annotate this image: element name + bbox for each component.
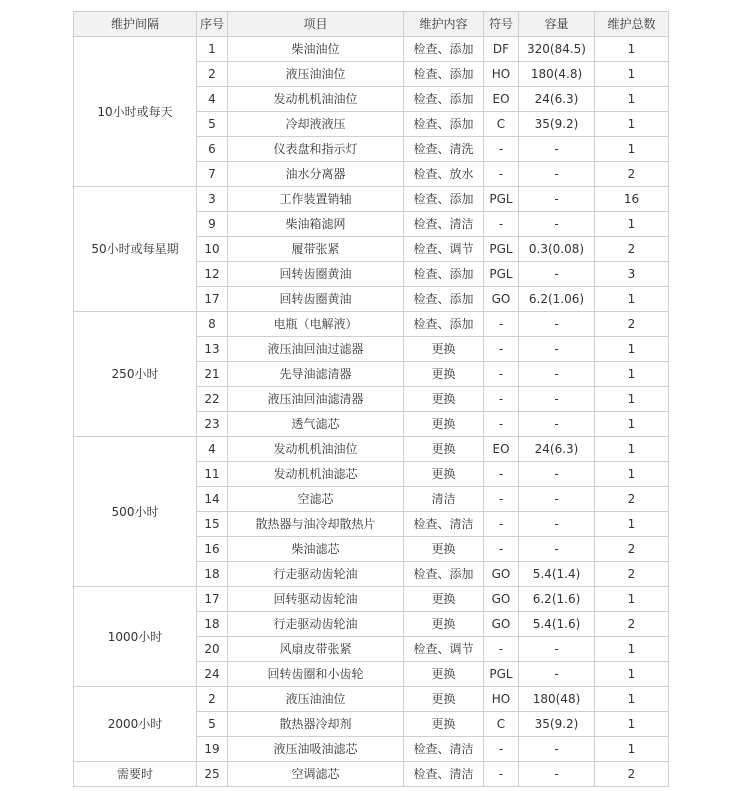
cell-symbol: EO: [484, 87, 519, 112]
cell-capacity: 6.2(1.6): [519, 587, 595, 612]
cell-interval: 250小时: [74, 312, 197, 437]
cell-action: 检查、清洁: [404, 212, 484, 237]
cell-no: 5: [197, 112, 228, 137]
table-row: [74, 762, 669, 787]
cell-no: 6: [197, 137, 228, 162]
cell-action: 更换: [404, 712, 484, 737]
cell-item: 回转齿圈和小齿轮: [228, 662, 404, 687]
cell-capacity: -: [519, 762, 595, 787]
cell-symbol: -: [484, 462, 519, 487]
cell-symbol: -: [484, 412, 519, 437]
cell-action: 检查、调节: [404, 637, 484, 662]
cell-total: 16: [595, 187, 669, 212]
header-symbol: 符号: [484, 12, 519, 37]
header-row: [74, 12, 669, 37]
cell-no: 4: [197, 87, 228, 112]
cell-item: 柴油滤芯: [228, 537, 404, 562]
cell-item: 先导油滤清器: [228, 362, 404, 387]
cell-capacity: -: [519, 312, 595, 337]
cell-capacity: -: [519, 662, 595, 687]
cell-no: 3: [197, 187, 228, 212]
cell-no: 19: [197, 737, 228, 762]
cell-action: 检查、添加: [404, 562, 484, 587]
cell-no: 7: [197, 162, 228, 187]
cell-action: 检查、添加: [404, 62, 484, 87]
cell-capacity: -: [519, 187, 595, 212]
cell-symbol: PGL: [484, 237, 519, 262]
cell-capacity: -: [519, 537, 595, 562]
cell-item: 冷却液液压: [228, 112, 404, 137]
cell-total: 2: [595, 312, 669, 337]
cell-total: 1: [595, 662, 669, 687]
cell-total: 1: [595, 62, 669, 87]
cell-no: 24: [197, 662, 228, 687]
cell-total: 1: [595, 287, 669, 312]
cell-item: 发动机机油油位: [228, 87, 404, 112]
cell-symbol: -: [484, 537, 519, 562]
cell-capacity: -: [519, 387, 595, 412]
header-action: 维护内容: [404, 12, 484, 37]
cell-action: 检查、清洗: [404, 137, 484, 162]
cell-no: 13: [197, 337, 228, 362]
cell-symbol: -: [484, 212, 519, 237]
cell-action: 检查、添加: [404, 262, 484, 287]
cell-action: 检查、添加: [404, 112, 484, 137]
cell-no: 8: [197, 312, 228, 337]
cell-symbol: PGL: [484, 262, 519, 287]
cell-capacity: 0.3(0.08): [519, 237, 595, 262]
cell-capacity: 35(9.2): [519, 112, 595, 137]
cell-total: 2: [595, 562, 669, 587]
cell-action: 检查、添加: [404, 287, 484, 312]
cell-action: 更换: [404, 337, 484, 362]
cell-interval: 50小时或每星期: [74, 187, 197, 312]
table-row: [74, 587, 669, 612]
cell-action: 检查、调节: [404, 237, 484, 262]
cell-item: 柴油箱滤网: [228, 212, 404, 237]
cell-capacity: 35(9.2): [519, 712, 595, 737]
cell-no: 15: [197, 512, 228, 537]
cell-capacity: 180(48): [519, 687, 595, 712]
cell-symbol: -: [484, 387, 519, 412]
cell-action: 检查、添加: [404, 87, 484, 112]
cell-action: 检查、清洁: [404, 512, 484, 537]
cell-symbol: HO: [484, 62, 519, 87]
cell-total: 1: [595, 112, 669, 137]
cell-symbol: -: [484, 337, 519, 362]
cell-item: 透气滤芯: [228, 412, 404, 437]
cell-capacity: -: [519, 362, 595, 387]
cell-total: 1: [595, 462, 669, 487]
cell-action: 更换: [404, 587, 484, 612]
cell-no: 5: [197, 712, 228, 737]
maintenance-schedule-table: [73, 11, 669, 787]
cell-no: 11: [197, 462, 228, 487]
cell-total: 1: [595, 387, 669, 412]
cell-capacity: -: [519, 162, 595, 187]
cell-action: 检查、添加: [404, 187, 484, 212]
cell-total: 1: [595, 137, 669, 162]
cell-symbol: C: [484, 112, 519, 137]
cell-capacity: 180(4.8): [519, 62, 595, 87]
cell-no: 16: [197, 537, 228, 562]
cell-action: 检查、添加: [404, 37, 484, 62]
cell-action: 更换: [404, 362, 484, 387]
cell-capacity: 5.4(1.4): [519, 562, 595, 587]
cell-item: 风扇皮带张紧: [228, 637, 404, 662]
cell-total: 1: [595, 37, 669, 62]
cell-total: 1: [595, 337, 669, 362]
cell-action: 更换: [404, 687, 484, 712]
cell-item: 仪表盘和指示灯: [228, 137, 404, 162]
cell-total: 1: [595, 512, 669, 537]
cell-no: 14: [197, 487, 228, 512]
cell-item: 发动机机油油位: [228, 437, 404, 462]
header-interval: 维护间隔: [74, 12, 197, 37]
cell-capacity: 320(84.5): [519, 37, 595, 62]
cell-item: 散热器冷却剂: [228, 712, 404, 737]
cell-no: 12: [197, 262, 228, 287]
cell-total: 1: [595, 587, 669, 612]
header-total: 维护总数: [595, 12, 669, 37]
cell-capacity: 24(6.3): [519, 87, 595, 112]
cell-item: 回转驱动齿轮油: [228, 587, 404, 612]
cell-total: 1: [595, 362, 669, 387]
cell-interval: 2000小时: [74, 687, 197, 762]
cell-symbol: GO: [484, 587, 519, 612]
cell-item: 液压油油位: [228, 62, 404, 87]
cell-item: 行走驱动齿轮油: [228, 612, 404, 637]
cell-symbol: -: [484, 637, 519, 662]
cell-item: 液压油回油滤清器: [228, 387, 404, 412]
cell-capacity: -: [519, 262, 595, 287]
cell-action: 更换: [404, 662, 484, 687]
table-row: [74, 187, 669, 212]
cell-action: 更换: [404, 412, 484, 437]
cell-total: 1: [595, 212, 669, 237]
cell-item: 回转齿圈黄油: [228, 262, 404, 287]
cell-symbol: PGL: [484, 662, 519, 687]
cell-symbol: -: [484, 737, 519, 762]
cell-capacity: 6.2(1.06): [519, 287, 595, 312]
cell-item: 空滤芯: [228, 487, 404, 512]
table-row: [74, 687, 669, 712]
cell-capacity: -: [519, 737, 595, 762]
cell-action: 更换: [404, 537, 484, 562]
cell-item: 回转齿圈黄油: [228, 287, 404, 312]
cell-item: 液压油吸油滤芯: [228, 737, 404, 762]
table-row: [74, 437, 669, 462]
cell-total: 1: [595, 687, 669, 712]
cell-no: 23: [197, 412, 228, 437]
cell-no: 9: [197, 212, 228, 237]
cell-action: 检查、添加: [404, 312, 484, 337]
cell-interval: 10小时或每天: [74, 37, 197, 187]
cell-capacity: 5.4(1.6): [519, 612, 595, 637]
cell-total: 1: [595, 712, 669, 737]
cell-symbol: GO: [484, 562, 519, 587]
cell-total: 2: [595, 162, 669, 187]
cell-symbol: GO: [484, 287, 519, 312]
cell-no: 2: [197, 687, 228, 712]
cell-no: 20: [197, 637, 228, 662]
header-no: 序号: [197, 12, 228, 37]
cell-total: 1: [595, 412, 669, 437]
cell-total: 2: [595, 487, 669, 512]
cell-symbol: PGL: [484, 187, 519, 212]
cell-symbol: -: [484, 512, 519, 537]
cell-symbol: -: [484, 312, 519, 337]
cell-action: 检查、清洁: [404, 737, 484, 762]
cell-capacity: -: [519, 512, 595, 537]
cell-symbol: -: [484, 162, 519, 187]
cell-total: 1: [595, 737, 669, 762]
cell-item: 柴油油位: [228, 37, 404, 62]
cell-no: 22: [197, 387, 228, 412]
cell-capacity: -: [519, 487, 595, 512]
cell-item: 液压油油位: [228, 687, 404, 712]
cell-symbol: -: [484, 362, 519, 387]
cell-item: 工作装置销轴: [228, 187, 404, 212]
cell-item: 油水分离器: [228, 162, 404, 187]
cell-item: 行走驱动齿轮油: [228, 562, 404, 587]
cell-action: 更换: [404, 437, 484, 462]
cell-item: 空调滤芯: [228, 762, 404, 787]
cell-capacity: -: [519, 412, 595, 437]
cell-symbol: C: [484, 712, 519, 737]
cell-no: 2: [197, 62, 228, 87]
cell-no: 21: [197, 362, 228, 387]
cell-no: 10: [197, 237, 228, 262]
cell-item: 履带张紧: [228, 237, 404, 262]
cell-symbol: HO: [484, 687, 519, 712]
cell-capacity: -: [519, 137, 595, 162]
cell-no: 17: [197, 587, 228, 612]
cell-total: 2: [595, 762, 669, 787]
cell-action: 清洁: [404, 487, 484, 512]
table-body: [74, 37, 669, 787]
cell-interval: 500小时: [74, 437, 197, 587]
cell-capacity: 24(6.3): [519, 437, 595, 462]
cell-total: 2: [595, 237, 669, 262]
cell-total: 2: [595, 612, 669, 637]
cell-capacity: -: [519, 212, 595, 237]
cell-total: 1: [595, 87, 669, 112]
header-capacity: 容量: [519, 12, 595, 37]
cell-symbol: GO: [484, 612, 519, 637]
table-row: [74, 37, 669, 62]
cell-item: 电瓶（电解液）: [228, 312, 404, 337]
cell-action: 更换: [404, 387, 484, 412]
cell-total: 1: [595, 637, 669, 662]
cell-no: 4: [197, 437, 228, 462]
cell-symbol: -: [484, 487, 519, 512]
cell-no: 1: [197, 37, 228, 62]
cell-no: 17: [197, 287, 228, 312]
cell-no: 18: [197, 562, 228, 587]
table-row: [74, 312, 669, 337]
cell-total: 3: [595, 262, 669, 287]
cell-total: 2: [595, 537, 669, 562]
cell-item: 液压油回油过滤器: [228, 337, 404, 362]
cell-symbol: DF: [484, 37, 519, 62]
cell-interval: 需要时: [74, 762, 197, 787]
cell-symbol: -: [484, 137, 519, 162]
cell-action: 检查、清洁: [404, 762, 484, 787]
cell-action: 更换: [404, 612, 484, 637]
cell-symbol: -: [484, 762, 519, 787]
cell-capacity: -: [519, 337, 595, 362]
cell-total: 1: [595, 437, 669, 462]
cell-item: 发动机机油滤芯: [228, 462, 404, 487]
cell-capacity: -: [519, 637, 595, 662]
cell-no: 25: [197, 762, 228, 787]
cell-no: 18: [197, 612, 228, 637]
cell-action: 更换: [404, 462, 484, 487]
cell-interval: 1000小时: [74, 587, 197, 687]
header-item: 项目: [228, 12, 404, 37]
cell-item: 散热器与油冷却散热片: [228, 512, 404, 537]
cell-capacity: -: [519, 462, 595, 487]
cell-symbol: EO: [484, 437, 519, 462]
cell-action: 检查、放水: [404, 162, 484, 187]
